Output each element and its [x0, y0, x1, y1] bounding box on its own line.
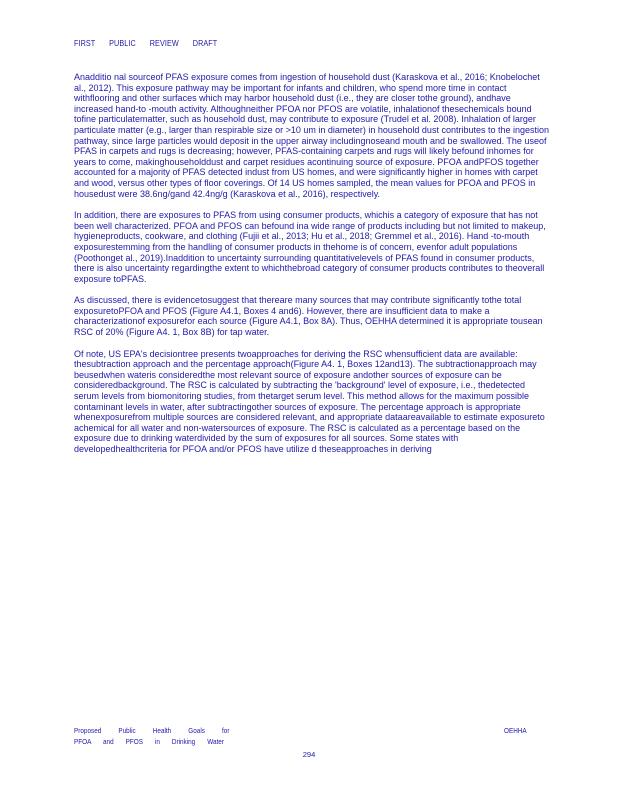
paragraph-household-dust: Anadditio nal sourceof PFAS exposure comes from ingestion of household dust (Karaskova et al., 2016; Knobelochet al., 2012). This exposure pathway may be important for infants and children, who spend more time in contact withflooring and other surfaces which may harbor household dust (i.e., they are closer tothe ground), andhave increased hand-to -mouth activity. Althoughneither PFOA nor PFOS are volatile, inhalationof thesechemicals bound tofine particulatematter, such as household dust, may contribute to exposure (Trudel et al. 2008). Inhalation of larger particulate matter (e.g., larger than respirable size or >10 um in diameter) in household dust contributes to the ingestion pathway, since large particles would deposit in the upper airway includingnoseand mouth and be swallowed. The useof PFAS in carpets and rugs is decreasing; however, PFAS-containing carpets and rugs will likely befound inhomes for years to come, makinghouseholddust and carpet residues acontinuing source of exposure. PFOA andPFOS together accounted for a majority of PFAS detected indust from US homes, and were significantly higher in homes with carpet and wood, versus other types of floor coverings. Of 14 US homes sampled, the mean values for PFOA and PFOS in housedust were 38.6ng/gand 42.4ng/g (Karaskova et al., 2016), respectively. [74, 72, 550, 199]
paragraph-rsc-determination: As discussed, there is evidencetosuggest that thereare many sources that may contribute significantly tothe total exposuretoPFOA and PFOS (Figure A4.1, Boxes 4 and6). However, there are insufficient data to make a characterizationof exposurefor each source (Figure A4.1, Box 8A). Thus, OEHHA determined it is appropriate tousean RSC of 20% (Figure A4. 1, Box 8B) for tap water. [74, 295, 543, 338]
paragraph-decision-tree: Of note, US EPA's decisiontree presents twoapproaches for deriving the RSC whensufficient data are available: thesubtraction approach and the percentage approach(Figure A4. 1, Boxes 12and13). The subtractionapproach may beusedwhen wateris consideredthe most relevant source of exposure andother sources of exposure can be consideredbackground. The RSC is calculated by subtracting the 'background' level of exposure, i.e., thedetected serum levels from biomonitoring studies, from thetarget serum level. This method allows for the maximum possible contaminant levels in water, after subtractingother sources of exposure. The percentage approach is appropriate whenexposurefrom multiple sources are considered relevant, and appropriate dataareavailable to estimate exposureto achemical for all water and non-watersources of exposure. The RSC is calculated as a percentage based on the exposure due to drinking waterdivided by the sum of exposures for all sources. Some states with developedhealthcriteria for PFOA and/or PFOS have utilize d theseapproaches in deriving [74, 348, 545, 454]
footer-title-line-2: PFOA and PFOS in Drinking Water [74, 737, 224, 746]
footer-title-line-1: Proposed Public Health Goals for [74, 726, 230, 735]
paragraph-consumer-products: In addition, there are exposures to PFAS from using consumer products, whichis a category of exposure that has not been well characterized. PFOA and PFOS can befound ina wide range of products including but not limited to makeup, hygieneproducts, cookware, and clothing (Fujii et al., 2013; Hu et al., 2018; Gremmel et al., 2016). Hand -to-mouth exposurestemming from the handling of consumer products in thehome is of concern, evenfor adult populations (Poothonget al., 2019).Inaddition to uncertainty surrounding quantitativelevels of PFAS found in consumer products, there is also uncertainty regardingthe extent to whichthebroad category of consumer products contributes to theoverall exposure toPFAS. [74, 210, 546, 284]
document-body [74, 72, 549, 466]
page-number: 294 [302, 750, 316, 759]
page-footer [74, 725, 544, 747]
footer-agency: OEHHA [504, 726, 527, 735]
page-header: FIRST PUBLIC REVIEW DRAFT [74, 38, 218, 48]
